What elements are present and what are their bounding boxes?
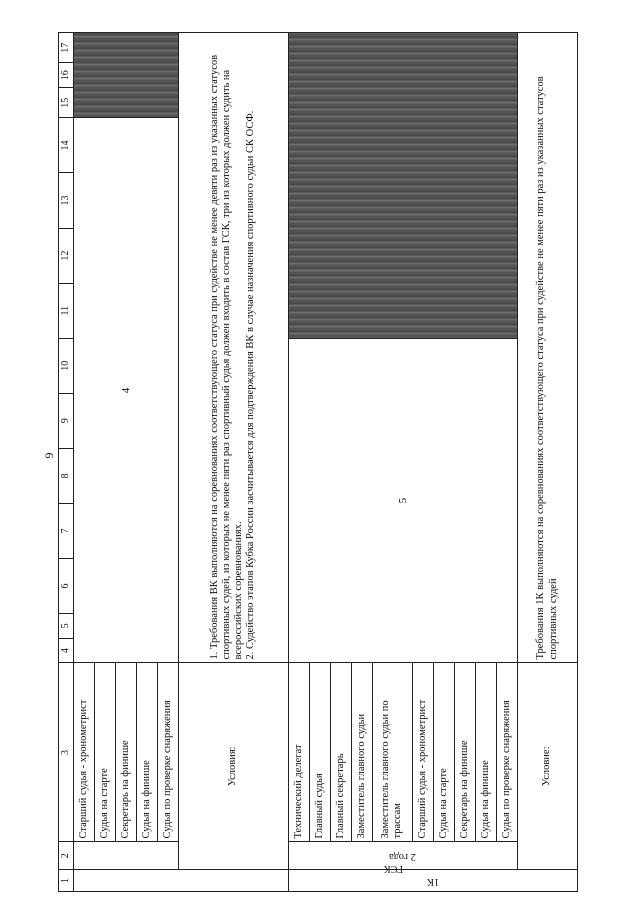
- col-header: 1: [59, 869, 74, 891]
- category-label: 1К: [426, 875, 440, 887]
- value-cell: 5: [288, 338, 517, 663]
- role-cell: Судья на финише: [475, 663, 496, 842]
- col-header: 4: [59, 638, 74, 663]
- role-cell: Технический делегат: [288, 663, 309, 842]
- col-header: 13: [59, 173, 74, 228]
- shaded-cell: [288, 33, 517, 339]
- col-header: 11: [59, 283, 74, 338]
- role-cell: Судья по проверке снаряжения: [157, 663, 178, 842]
- col-header: 17: [59, 33, 74, 63]
- role-cell: Судья на старте: [94, 663, 115, 842]
- page-number: 6: [42, 452, 57, 459]
- role-cell: Судья по проверке снаряжения: [496, 663, 517, 842]
- col-header: 16: [59, 63, 74, 88]
- role-cell: Главный секретарь: [330, 663, 351, 842]
- role-cell: Судья на финише: [136, 663, 157, 842]
- gsk-group-label: ГСК: [384, 863, 403, 874]
- col-header: 5: [59, 613, 74, 638]
- role-cell: Судья на старте: [434, 663, 455, 842]
- value-cell: 4: [74, 118, 179, 663]
- conditions-row: [518, 33, 578, 892]
- col-header: 3: [59, 663, 74, 842]
- table-row: [288, 33, 309, 892]
- condition-label: Условия:: [178, 663, 288, 869]
- period-label: 2 года: [389, 850, 417, 862]
- shaded-cell: [74, 33, 179, 118]
- col-header: 8: [59, 448, 74, 503]
- col-header: 15: [59, 88, 74, 118]
- header-row: [59, 33, 74, 892]
- col-header: 10: [59, 338, 74, 393]
- condition-text: Требования 1К выполняются на соревнованиях соответствующего статуса при судействе не менее пяти раз из указанных статусов спортивных судей: [518, 33, 578, 664]
- role-cell: Старший судья - хронометрист: [413, 663, 434, 842]
- col-header: 9: [59, 393, 74, 448]
- condition-label: Условие:: [518, 663, 578, 869]
- col-header: 2: [59, 842, 74, 870]
- condition-paragraph-1: 1. Требования ВК выполняются на соревнованиях соответствующего статуса при судействе не менее девяти раз из указанных статусов спортивных судей, из которых не менее пяти раз спортивный судья должен входить в состав ГСК, три из которых должен судить на всероссийских соревнованиях.: [209, 54, 245, 660]
- role-cell: Заместитель главного судьи: [351, 663, 372, 842]
- role-cell: Старший судья - хронометрист: [74, 663, 95, 842]
- role-cell: Секретарь на финише: [115, 663, 136, 842]
- condition-paragraph-2: 2. Судейство этапов Кубка России засчитывается для подтверждения ВК в случае назначения спортивного судьи СК ОСФ.: [245, 110, 257, 660]
- table-row: [74, 33, 95, 892]
- col-header: 14: [59, 118, 74, 173]
- col-header: 7: [59, 503, 74, 558]
- qualification-table: [58, 32, 578, 892]
- col-header: 6: [59, 558, 74, 613]
- role-cell: Главный судья: [309, 663, 330, 842]
- role-cell: Секретарь на финише: [455, 663, 476, 842]
- col-header: 12: [59, 228, 74, 283]
- condition-text: [178, 33, 288, 664]
- role-cell: Заместитель главного судьи по трассам: [372, 663, 412, 842]
- conditions-row: [178, 33, 288, 892]
